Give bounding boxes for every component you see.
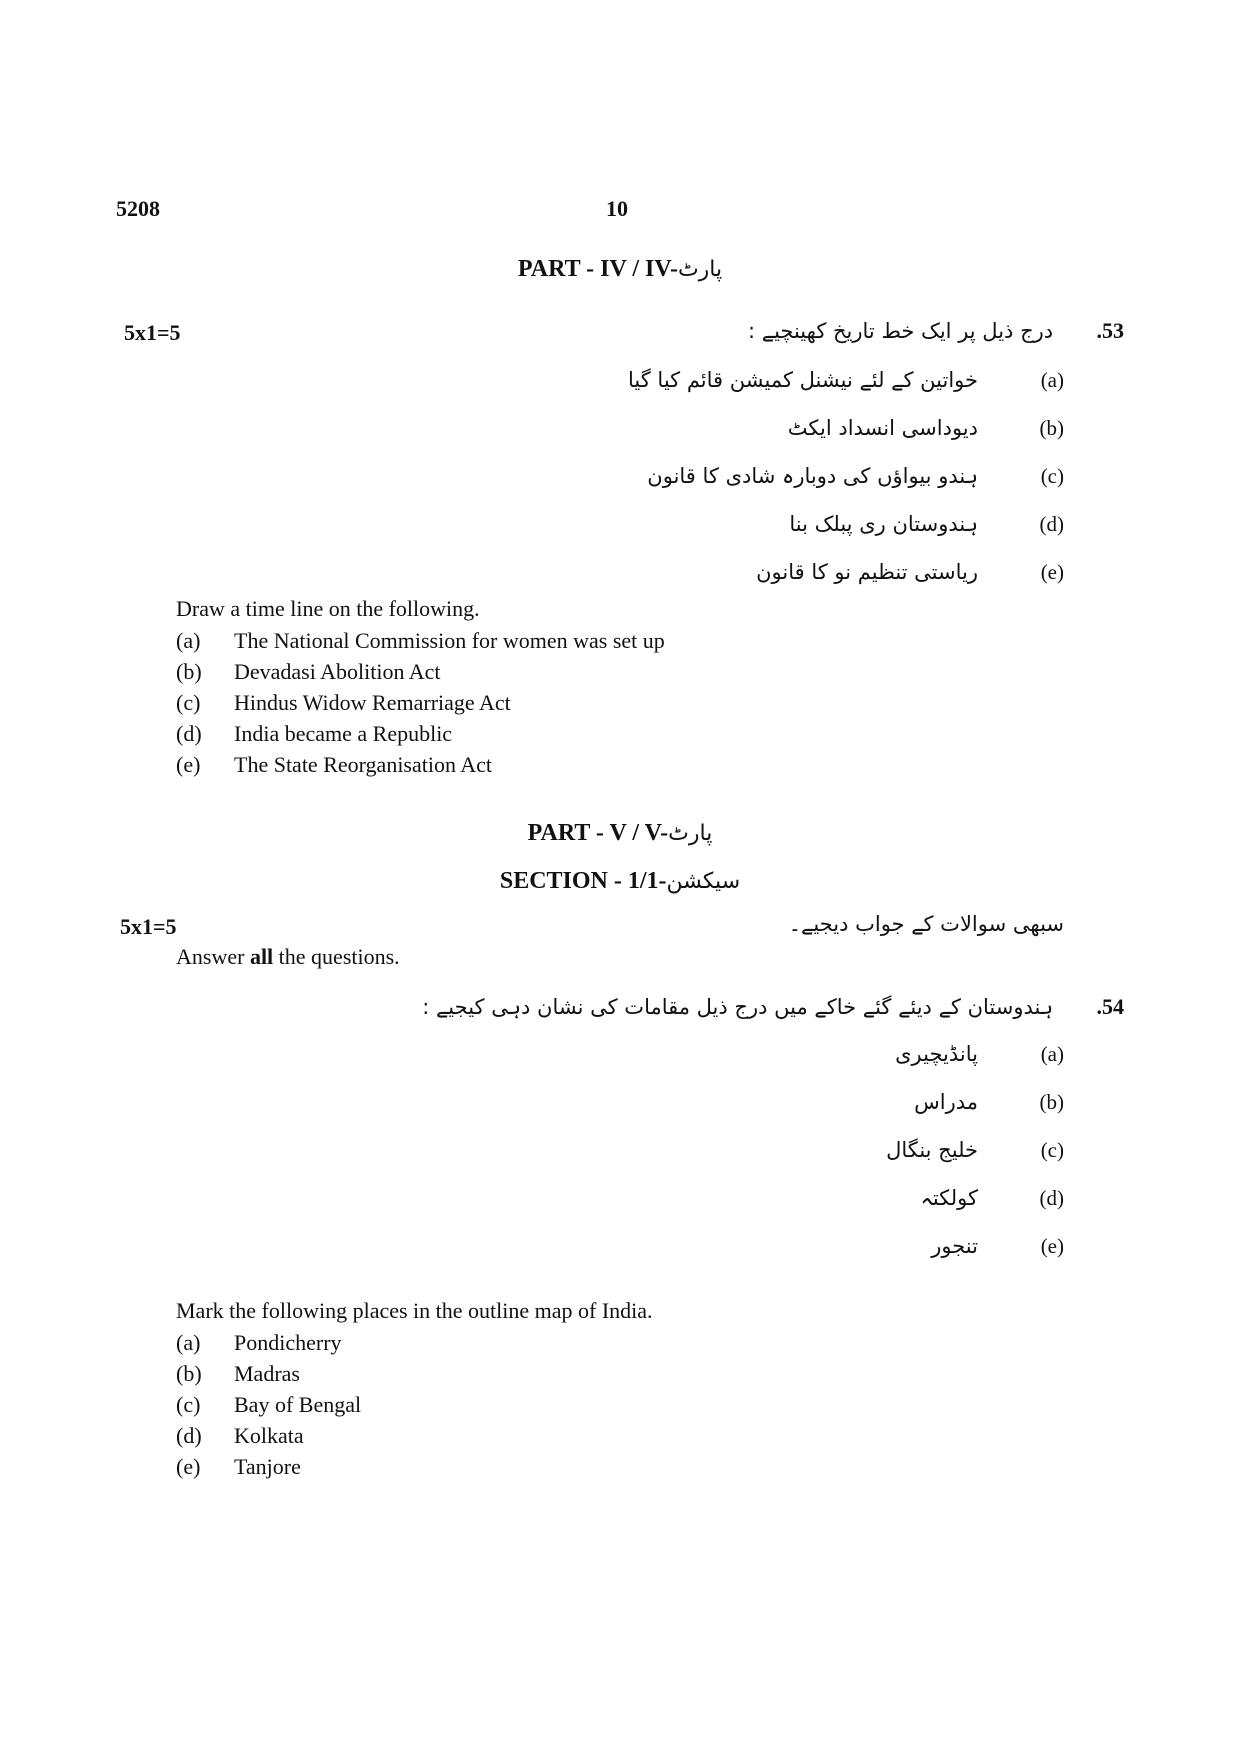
item-label: (e) bbox=[176, 1454, 201, 1479]
q53-item-en-d bbox=[176, 721, 452, 747]
item-text: Hindus Widow Remarriage Act bbox=[234, 690, 511, 715]
q53-item-en-a bbox=[176, 628, 665, 654]
item-label: (d) bbox=[176, 1423, 202, 1448]
item-label: (b) bbox=[1039, 1090, 1064, 1114]
part-v-title-en: PART - V / V- bbox=[527, 820, 669, 846]
item-text: ہندوستان ری پبلک بنا bbox=[789, 512, 978, 536]
q54-item-en-d bbox=[176, 1423, 304, 1449]
item-label: (b) bbox=[176, 1361, 202, 1386]
q53-question-en: Draw a time line on the following. bbox=[176, 596, 480, 621]
instruction-en-post: the questions. bbox=[273, 944, 400, 969]
q54-item-ur-e bbox=[931, 1234, 1064, 1259]
q54-item-en-e bbox=[176, 1454, 301, 1480]
q54-text-ur: ہندوستان کے دیئے گئے خاکے میں درج ذیل مقامات کی نشان دہی کیجیے : bbox=[422, 995, 1054, 1019]
item-text: Tanjore bbox=[234, 1454, 301, 1479]
item-label: (b) bbox=[1039, 416, 1064, 440]
item-label: (e) bbox=[176, 752, 201, 777]
part-iv-title bbox=[0, 256, 1240, 283]
instruction-ur: سبھی سوالات کے جواب دیجیے۔ bbox=[788, 912, 1064, 936]
item-label: (c) bbox=[176, 690, 201, 715]
item-text: Madras bbox=[234, 1361, 300, 1386]
q53-question-ur bbox=[748, 318, 1124, 344]
instruction-en-bold: all bbox=[249, 944, 274, 969]
part-v-title bbox=[0, 820, 1240, 847]
item-text: کولکتہ bbox=[920, 1186, 978, 1210]
q54-item-ur-c bbox=[886, 1138, 1064, 1163]
item-text: ہندو بیواؤں کی دوبارہ شادی کا قانون bbox=[647, 464, 978, 488]
part-iv-title-en: PART - IV / IV- bbox=[517, 256, 678, 282]
q53-text-ur: درج ذیل پر ایک خط تاریخ کھینچیے : bbox=[748, 319, 1054, 343]
item-label: (a) bbox=[176, 1330, 201, 1355]
q54-question-en: Mark the following places in the outline map of India. bbox=[176, 1298, 653, 1323]
part-v-title-ur: پارٹ bbox=[668, 821, 713, 846]
item-label: (e) bbox=[1040, 1234, 1064, 1258]
q54-item-ur-b bbox=[914, 1090, 1064, 1115]
item-label: (c) bbox=[1040, 1138, 1064, 1162]
q54-item-en-a bbox=[176, 1330, 342, 1356]
item-label: (c) bbox=[1040, 464, 1064, 488]
item-label: (b) bbox=[176, 659, 202, 684]
q53-item-ur-c bbox=[647, 464, 1064, 489]
item-label: (d) bbox=[176, 721, 202, 746]
item-text: The State Reorganisation Act bbox=[234, 752, 493, 777]
q54-question-ur bbox=[422, 994, 1124, 1020]
item-label: (a) bbox=[176, 628, 201, 653]
item-text: مدراس bbox=[914, 1090, 978, 1114]
item-text: The National Commission for women was set up bbox=[234, 628, 665, 653]
item-label: (e) bbox=[1040, 560, 1064, 584]
q54-item-en-b bbox=[176, 1361, 300, 1387]
q54-item-ur-a bbox=[895, 1042, 1064, 1067]
item-text: Bay of Bengal bbox=[234, 1392, 362, 1417]
page-number: 10 bbox=[606, 196, 628, 221]
item-text: Pondicherry bbox=[234, 1330, 342, 1355]
item-text: خلیج بنگال bbox=[886, 1138, 978, 1162]
q53-number: 53. bbox=[1096, 318, 1124, 343]
item-label: (d) bbox=[1039, 1186, 1064, 1210]
q53-item-en-b bbox=[176, 659, 441, 685]
q53-item-ur-d bbox=[789, 512, 1064, 537]
q53-item-ur-b bbox=[788, 416, 1064, 441]
item-label: (d) bbox=[1039, 512, 1064, 536]
q53-item-ur-a bbox=[628, 368, 1064, 393]
q53-item-en-e bbox=[176, 752, 492, 778]
instruction-en bbox=[176, 944, 400, 970]
item-text: خواتین کے لئے نیشنل کمیشن قائم کیا گیا bbox=[628, 368, 978, 392]
part-iv-title-ur: پارٹ bbox=[677, 257, 723, 282]
q54-number: 54. bbox=[1096, 994, 1124, 1019]
item-label: (a) bbox=[1040, 368, 1064, 392]
q53-marks: 5x1=5 bbox=[124, 320, 181, 345]
section-title bbox=[0, 868, 1240, 895]
item-label: (a) bbox=[1040, 1042, 1064, 1066]
section-title-en: SECTION - 1/1- bbox=[499, 868, 667, 894]
paper-code: 5208 bbox=[116, 196, 160, 221]
item-text: Kolkata bbox=[234, 1423, 304, 1448]
section-title-ur: سیکشن bbox=[666, 869, 741, 894]
item-text: تنجور bbox=[931, 1234, 978, 1258]
item-text: دیوداسی انسداد ایکٹ bbox=[787, 416, 978, 440]
item-text: پانڈیچیری bbox=[895, 1042, 978, 1066]
q53-item-ur-e bbox=[756, 560, 1064, 585]
q54-item-en-c bbox=[176, 1392, 361, 1418]
item-label: (c) bbox=[176, 1392, 201, 1417]
item-text: ریاستی تنظیم نو کا قانون bbox=[756, 560, 978, 584]
item-text: India became a Republic bbox=[234, 721, 453, 746]
q53-item-en-c bbox=[176, 690, 511, 716]
item-text: Devadasi Abolition Act bbox=[234, 659, 441, 684]
instruction-en-pre: Answer bbox=[176, 944, 250, 969]
q54-item-ur-d bbox=[921, 1186, 1064, 1211]
q54-marks: 5x1=5 bbox=[120, 914, 177, 939]
